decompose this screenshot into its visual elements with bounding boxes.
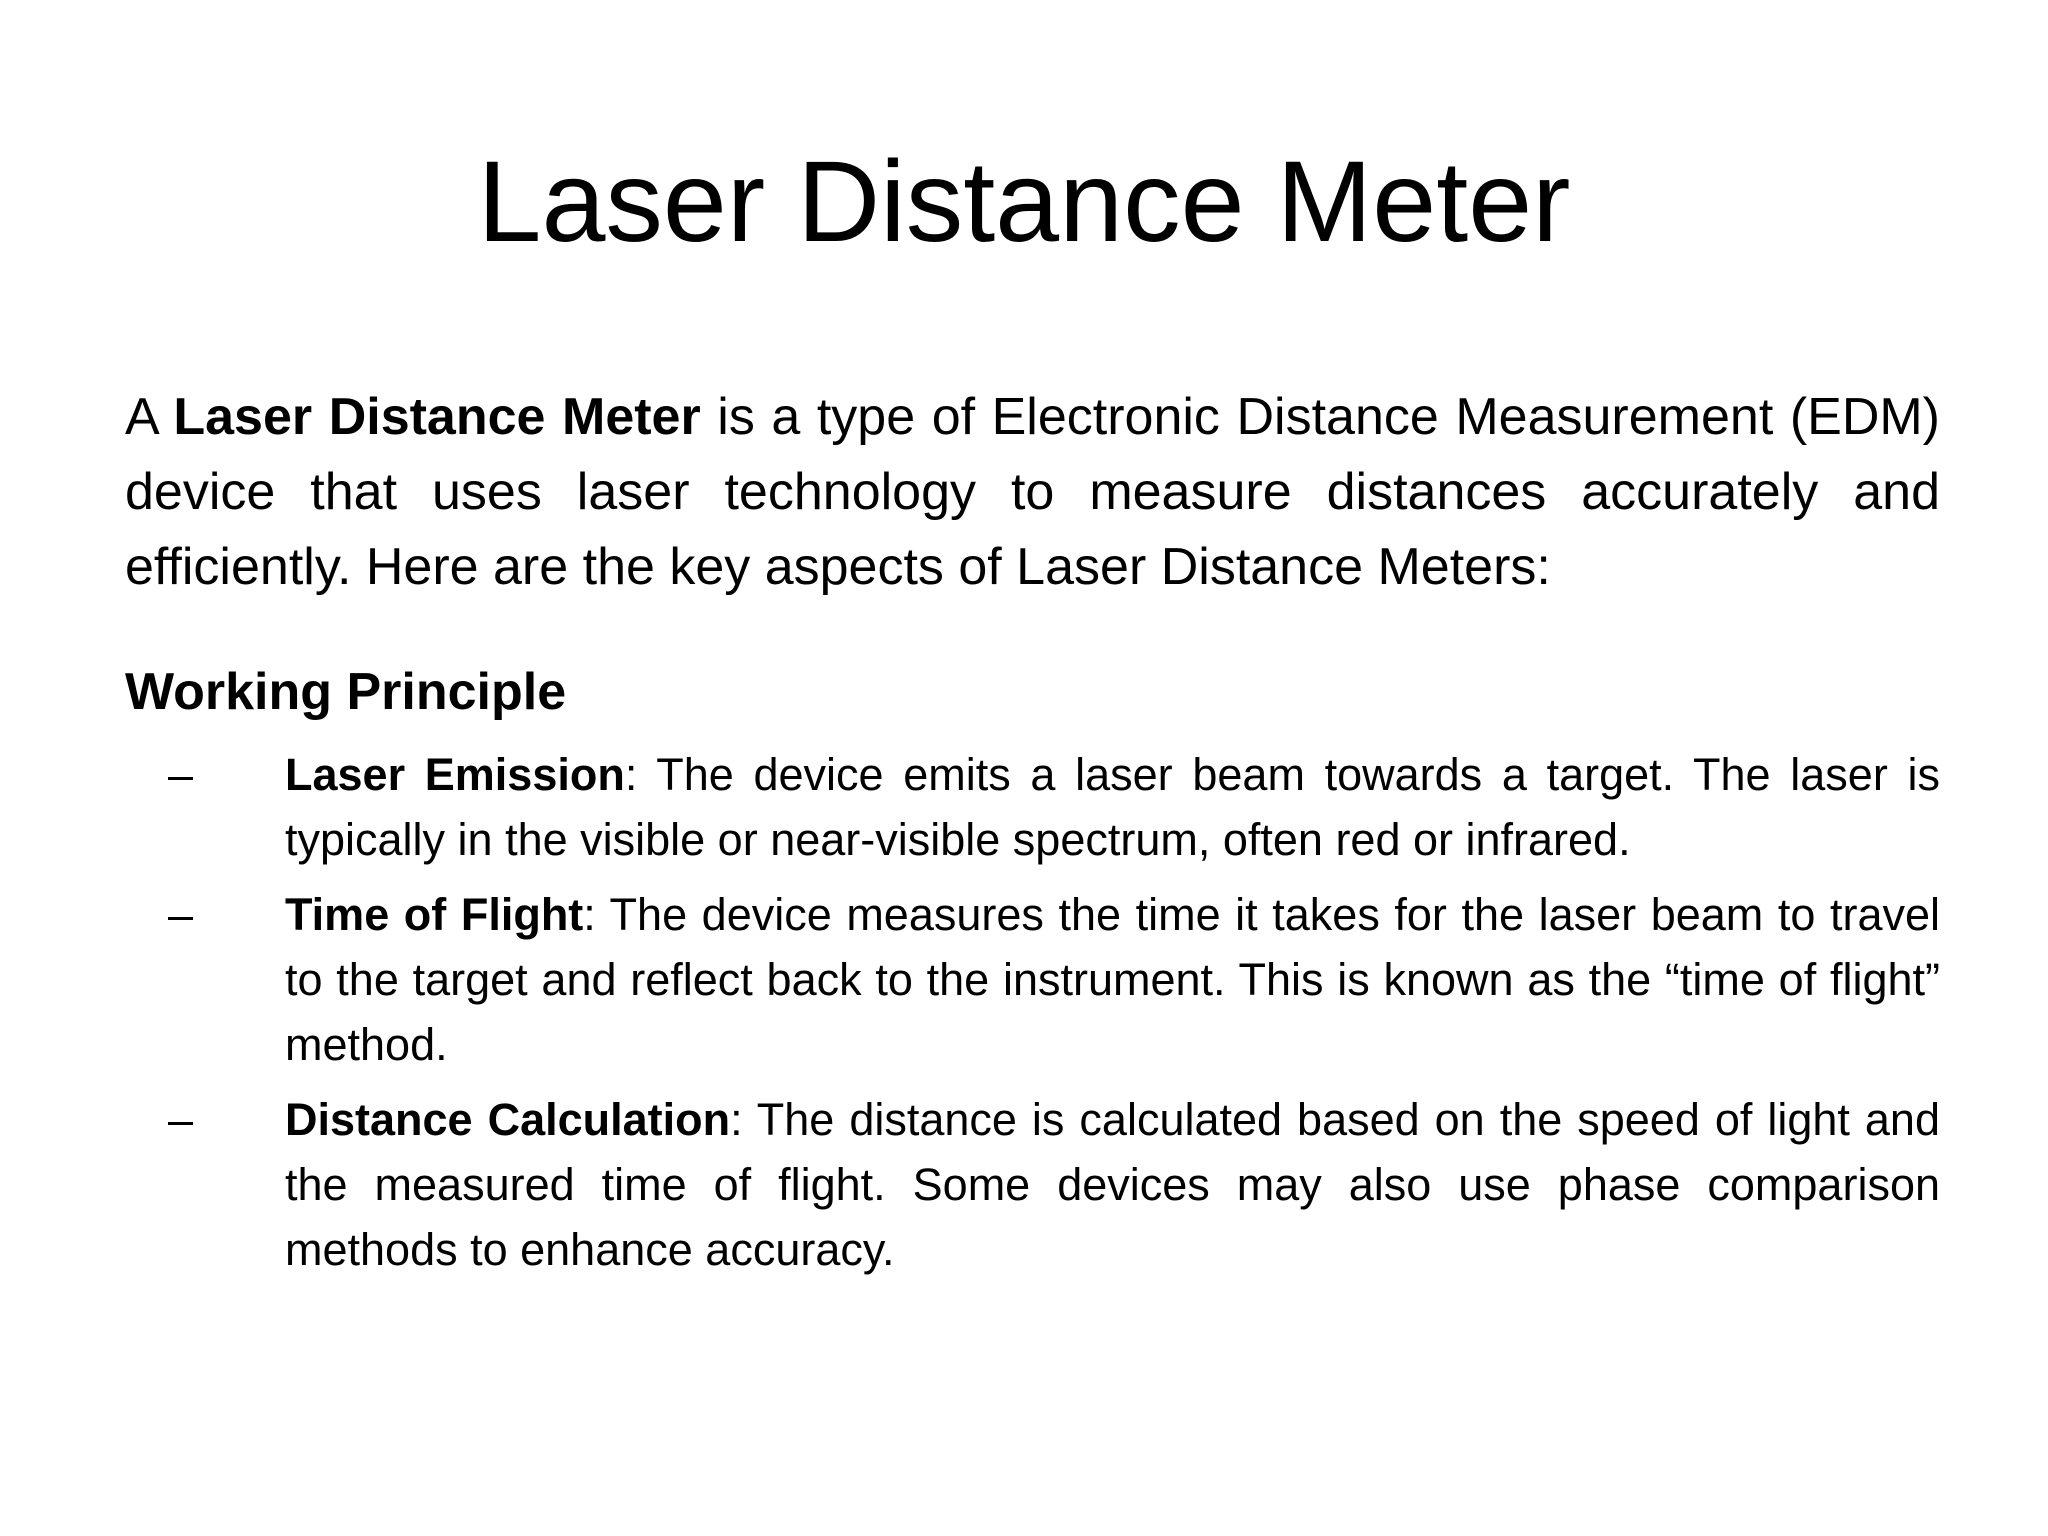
- list-item: [125, 882, 1940, 1077]
- bullet-term: Distance Calculation: [285, 1094, 731, 1145]
- bullet-text: : The distance is calculated based on the speed of light and the measured time of flight. Some devices may also use phase comparison methods to enhance accuracy.: [285, 1094, 1940, 1275]
- bullet-term: Laser Emission: [285, 749, 625, 800]
- dash-bullet-icon: –: [168, 1094, 194, 1145]
- intro-prefix: A: [125, 388, 174, 446]
- intro-paragraph: [125, 380, 1940, 605]
- bullet-list: [125, 742, 1940, 1292]
- section-heading: Working Principle: [125, 663, 567, 721]
- slide-title: Laser Distance Meter: [477, 138, 1571, 266]
- bullet-text: : The device measures the time it takes for the laser beam to travel to the target and reflect back to the instrument. This is known as the “time of flight” method.: [285, 889, 1940, 1070]
- list-item: [125, 1087, 1940, 1282]
- intro-text: is a type of Electronic Distance Measurement (EDM) device that uses laser technology to measure distances accurately and efficiently. Here are the key aspects of Laser Distance Meters:: [125, 388, 1941, 596]
- dash-bullet-icon: –: [168, 889, 194, 940]
- bullet-term: Time of Flight: [285, 889, 584, 940]
- list-item: [125, 742, 1940, 872]
- bullet-text: : The device emits a laser beam towards a target. The laser is typically in the visible or near-visible spectrum, often red or infrared.: [285, 749, 1940, 865]
- dash-bullet-icon: –: [168, 749, 194, 800]
- intro-bold-term: Laser Distance Meter: [173, 388, 701, 446]
